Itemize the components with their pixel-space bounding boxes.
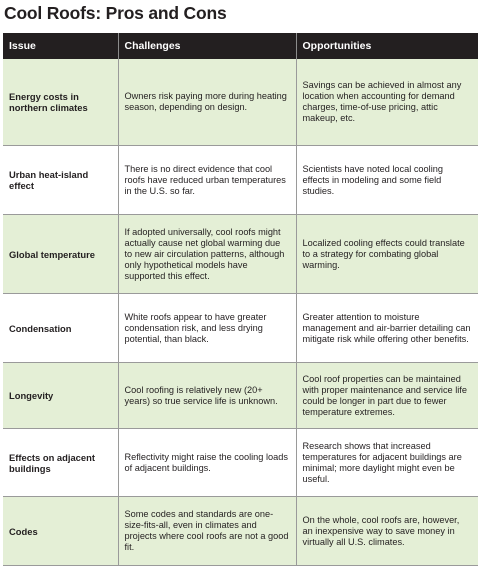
issue-cell: Codes bbox=[3, 497, 118, 566]
table-row bbox=[3, 294, 478, 363]
table-row bbox=[3, 429, 478, 497]
opportunities-cell: Localized cooling effects could translate to a strategy for combating global warming. bbox=[296, 215, 478, 294]
table-row bbox=[3, 363, 478, 429]
table-header-row bbox=[3, 33, 478, 59]
table-row bbox=[3, 146, 478, 215]
opportunities-cell: Greater attention to moisture management and air-barrier detailing can mitigate risk while offering other benefits. bbox=[296, 294, 478, 363]
table-row bbox=[3, 497, 478, 566]
issue-cell: Urban heat-island effect bbox=[3, 146, 118, 215]
challenges-cell: There is no direct evidence that cool roofs have reduced urban temperatures in the U.S. so far. bbox=[118, 146, 296, 215]
issue-cell: Condensation bbox=[3, 294, 118, 363]
table-row bbox=[3, 215, 478, 294]
opportunities-cell: On the whole, cool roofs are, however, an inexpensive way to save money in virtually all U.S. climates. bbox=[296, 497, 478, 566]
challenges-cell: Some codes and standards are one-size-fits-all, even in climates and projects where cool roofs are not a good fit. bbox=[118, 497, 296, 566]
challenges-cell: Cool roofing is relatively new (20+ years) so true service life is unknown. bbox=[118, 363, 296, 429]
issue-cell: Energy costs in northern climates bbox=[3, 59, 118, 146]
issue-cell: Global temperature bbox=[3, 215, 118, 294]
page-title: Cool Roofs: Pros and Cons bbox=[4, 3, 227, 23]
issue-cell: Effects on adjacent buildings bbox=[3, 429, 118, 497]
header-opportunities: Opportunities bbox=[296, 33, 478, 59]
opportunities-cell: Scientists have noted local cooling effects in modeling and some field studies. bbox=[296, 146, 478, 215]
challenges-cell: White roofs appear to have greater condensation risk, and less drying potential, than black. bbox=[118, 294, 296, 363]
challenges-cell: Reflectivity might raise the cooling loads of adjacent buildings. bbox=[118, 429, 296, 497]
opportunities-cell: Cool roof properties can be maintained with proper maintenance and service life could be longer in part due to fewer temperature extremes. bbox=[296, 363, 478, 429]
challenges-cell: Owners risk paying more during heating season, depending on design. bbox=[118, 59, 296, 146]
opportunities-cell: Savings can be achieved in almost any location when accounting for demand charges, time-of-use pricing, attic makeup, etc. bbox=[296, 59, 478, 146]
opportunities-cell: Research shows that increased temperatures for adjacent buildings are minimal; more daylight might even be useful. bbox=[296, 429, 478, 497]
issue-cell: Longevity bbox=[3, 363, 118, 429]
table-row bbox=[3, 59, 478, 146]
header-issue: Issue bbox=[3, 33, 118, 59]
pros-cons-table bbox=[3, 33, 478, 566]
challenges-cell: If adopted universally, cool roofs might actually cause net global warming due to new air circulation patterns, although only hypothetical models have supported this effect. bbox=[118, 215, 296, 294]
header-challenges: Challenges bbox=[118, 33, 296, 59]
